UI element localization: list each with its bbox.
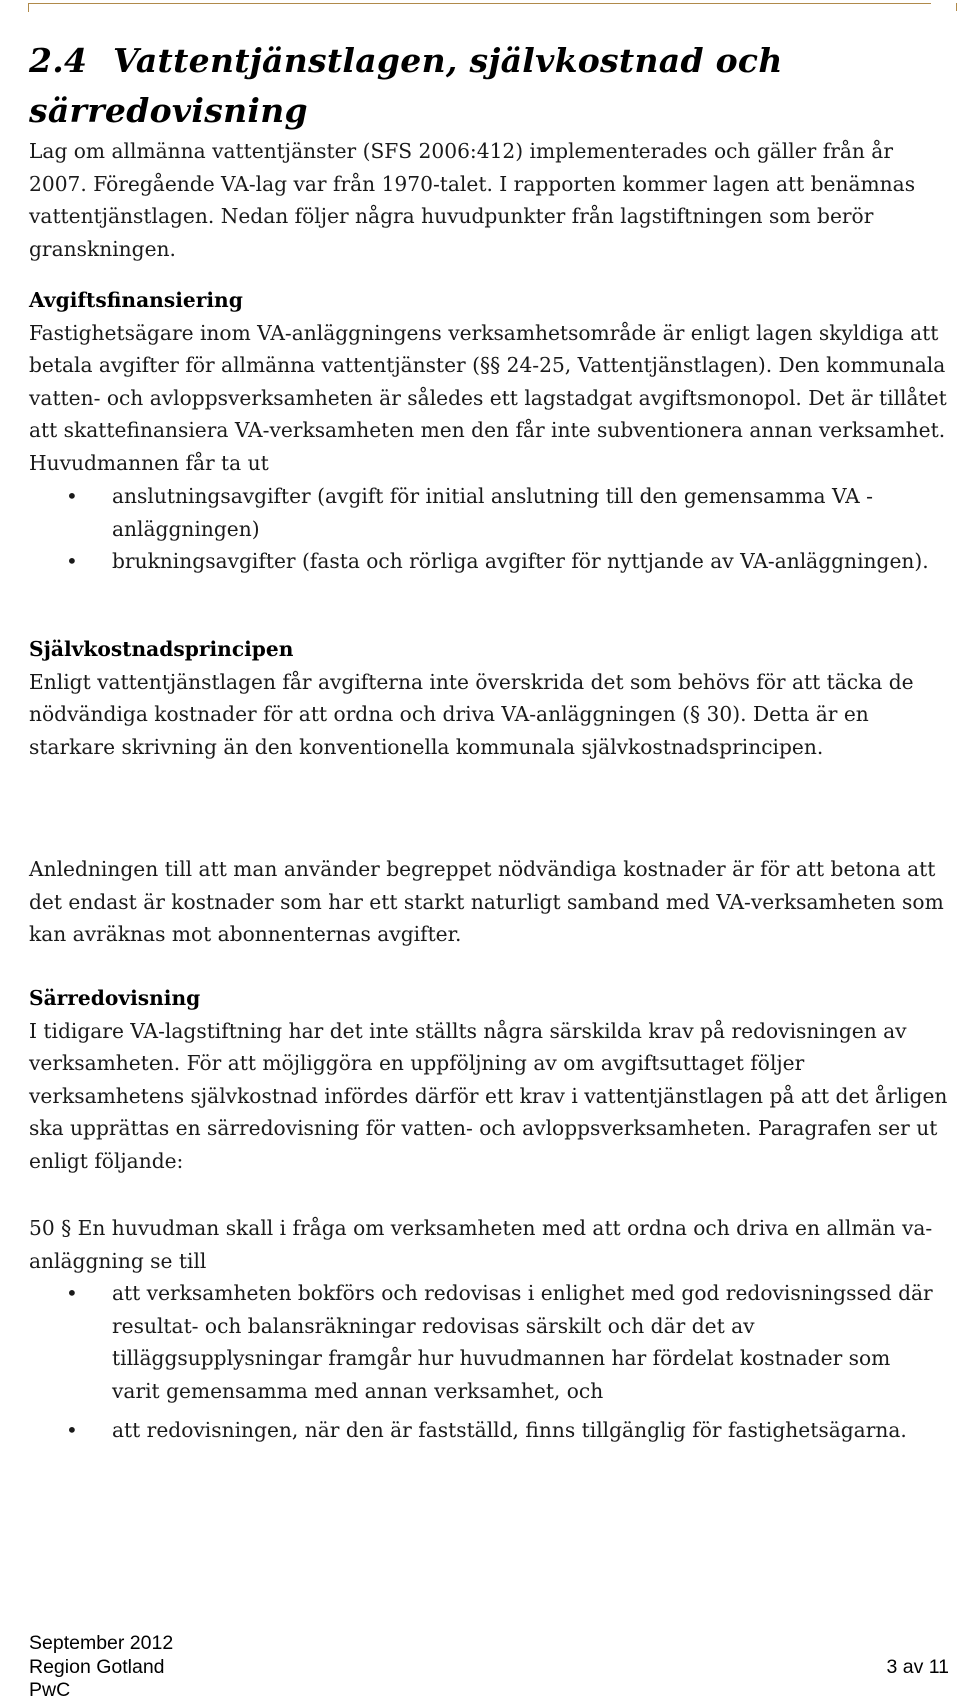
paragraph-sarredovisning: I tidigare VA-lagstiftning har det inte ställts några särskilda krav på redovisningen av verksamheten. För att möjliggöra en uppföljning av om avgiftsuttaget följer verksamhetens självkostnad infördes därför ett krav i vattentjänstlagen på att det årligen ska upprättas en särredovisning för vatten- och avloppsverksamheten. Paragrafen ser ut enligt följande: [29, 1018, 948, 1173]
list-item-text: brukningsavgifter (fasta och rörliga avgifter för nyttjande av VA-anläggningen). [112, 549, 929, 573]
list-item-text: att redovisningen, när den är fastställd, finns tillgänglig för fastighetsägarna. [112, 1418, 907, 1442]
law-quote [29, 1212, 949, 1277]
section-avgiftsfinansiering [29, 284, 949, 479]
bullet-icon: • [66, 1418, 78, 1442]
list-item-text: att verksamheten bokförs och redovisas i enlighet med god redovisningssed där resultat- och balansräkningar redovisas särskilt och där det av tilläggsupplysningar framgår hur huvudmannen har fördelat kostnader som varit gemensamma med annan verksamhet, och [112, 1281, 933, 1403]
intro-text: Lag om allmänna vattentjänster (SFS 2006:412) implementerades och gäller från år 2007. Föregående VA-lag var från 1970-talet. I rapporten kommer lagen att benämnas vattentjänstlagen. Nedan följer några huvudpunkter från lagstiftningen som berör granskningen. [29, 139, 916, 261]
list-item [29, 1277, 939, 1407]
paragraph-anledningen-text: Anledningen till att man använder begreppet nödvändiga kostnader är för att betona att det endast är kostnader som har ett starkt naturligt samband med VA-verksamheten som kan avräknas mot abonnenternas avgifter. [29, 857, 944, 946]
paragraph-avgiftsfinansiering: Fastighetsägare inom VA-anläggningens verksamhetsområde är enligt lagen skyldiga att betala avgifter för allmänna vattentjänster (§§ 24-25, Vattentjänstlagen). Den kommunala vatten- och avloppsverksamheten är således ett lagstadgat avgiftsmonopol. Det är tillåtet att skattefinansiera VA-verksamheten men den får inte subventionera annan verksamhet. Huvudmannen får ta ut [29, 320, 947, 475]
intro-paragraph [29, 135, 949, 265]
list-item-text: anslutningsavgifter (avgift för initial anslutning till den gemensamma VA -anläggningen) [112, 484, 873, 541]
section-number: 2.4 [29, 41, 88, 80]
footer-firm: PwC [29, 1679, 71, 1701]
footer-org: Region Gotland [29, 1655, 165, 1678]
section-sarredovisning [29, 982, 949, 1177]
bullet-icon: • [66, 1281, 78, 1305]
page-footer [29, 1632, 949, 1703]
section-heading [29, 36, 929, 136]
list-item [29, 1414, 939, 1447]
law-quote-text: 50 § En huvudman skall i fråga om verksamheten med att ordna och driva en allmän va-anläggning se till [29, 1216, 933, 1273]
law-list [29, 1277, 939, 1447]
bullet-icon: • [66, 484, 78, 508]
fee-list [29, 480, 939, 578]
paragraph-anledningen [29, 853, 949, 951]
subheading-avgiftsfinansiering: Avgiftsfinansiering [29, 288, 243, 312]
list-item [29, 545, 939, 578]
page-corner-marker [28, 3, 931, 12]
subheading-sjalvkostnad: Självkostnadsprincipen [29, 637, 294, 661]
subheading-sarredovisning: Särredovisning [29, 986, 201, 1010]
paragraph-sjalvkostnad: Enligt vattentjänstlagen får avgifterna inte överskrida det som behövs för att täcka de nödvändiga kostnader för att ordna och driva VA-anläggningen (§ 30). Detta är en starkare skrivning än den konventionella kommunala självkostnadsprincipen. [29, 669, 914, 759]
bullet-icon: • [66, 549, 78, 573]
list-item [29, 480, 939, 545]
section-title: Vattentjänstlagen, självkostnad och särredovisning [29, 41, 783, 130]
section-sjalvkostnad [29, 633, 949, 763]
page-number: 3 av 11 [886, 1655, 949, 1678]
page-corner-marker-right [956, 3, 957, 11]
footer-date: September 2012 [29, 1632, 174, 1654]
